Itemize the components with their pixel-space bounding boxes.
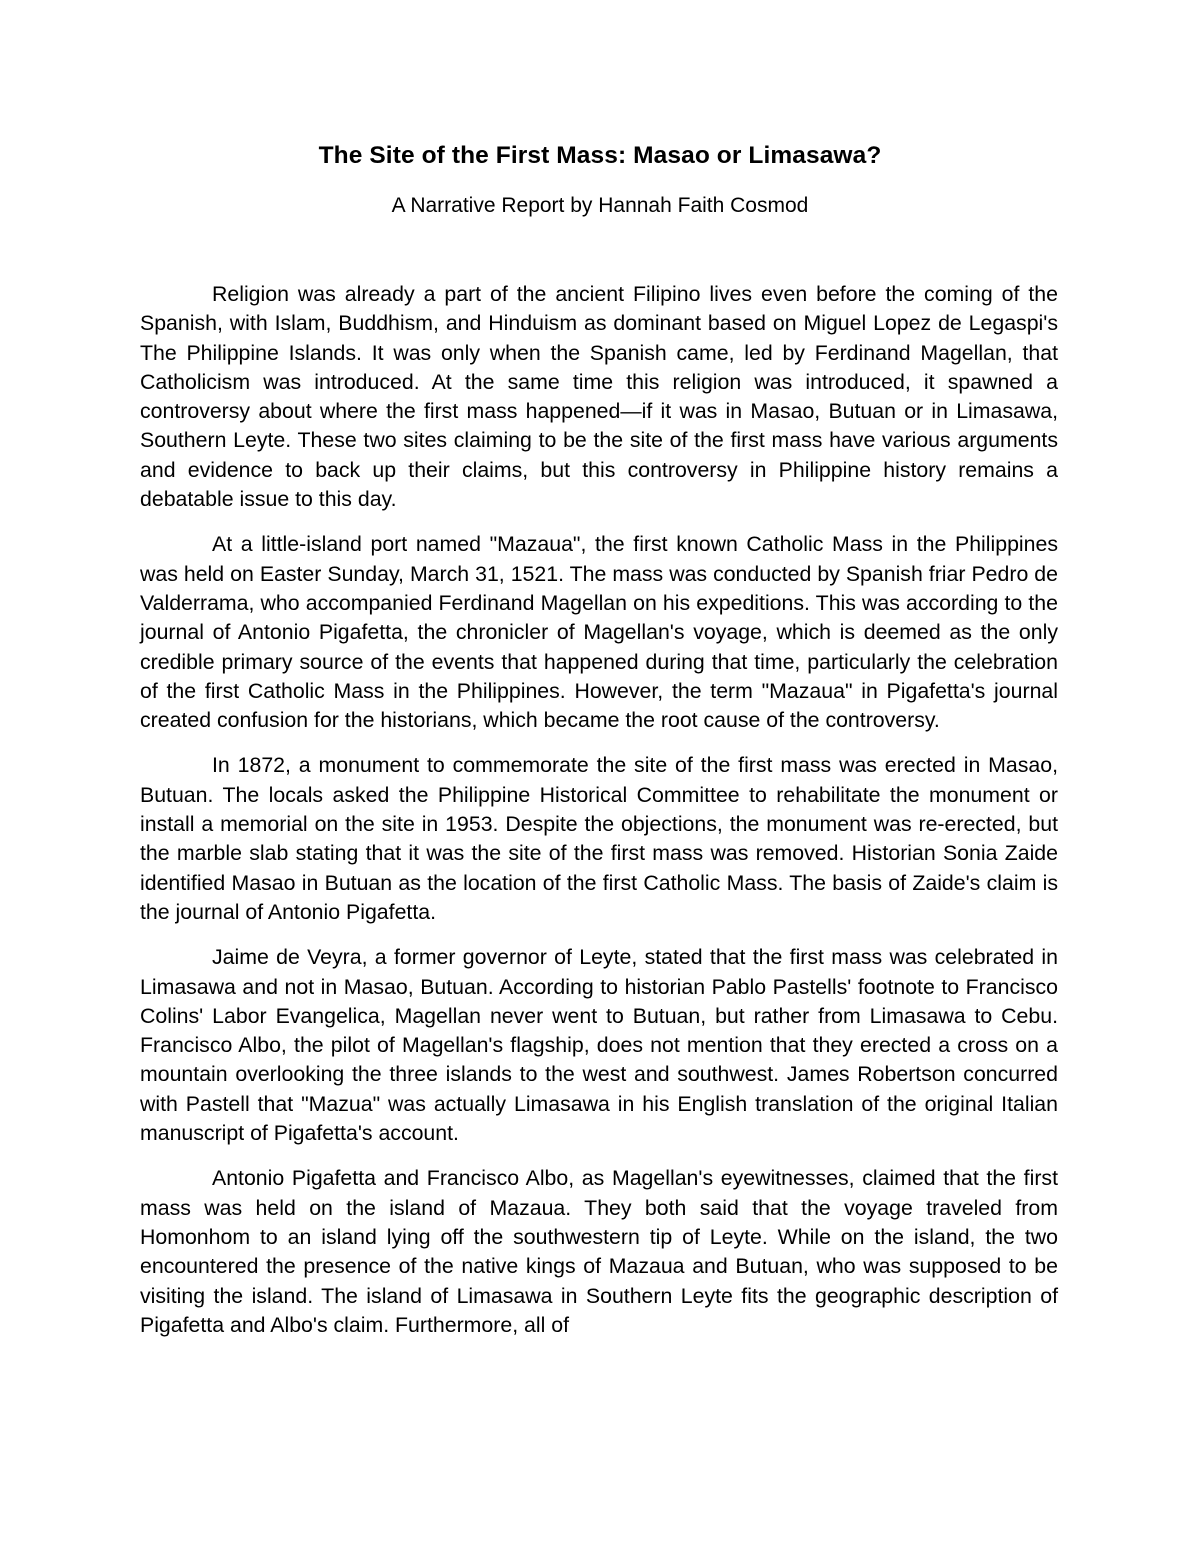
paragraph: Jaime de Veyra, a former governor of Leyte, stated that the first mass was celebrated in Limasawa and not in Masao, Butuan. According to historian Pablo Pastells' footnote to Francisco Colins' Labor Evangelica, Magellan never went to Butuan, but rather from Limasawa to Cebu. Francisco Albo, the pilot of Magellan's flagship, does not mention that they erected a cross on a mountain overlooking the three islands to the west and southwest. James Robertson concurred with Pastell that "Mazua" was actually Limasawa in his English translation of the original Italian manuscript of Pigafetta's account. <box>140 945 1058 1146</box>
document-subtitle: A Narrative Report by Hannah Faith Cosmod <box>391 194 809 217</box>
document-body <box>140 280 1058 1356</box>
paragraph: Antonio Pigafetta and Francisco Albo, as Magellan's eyewitnesses, claimed that the first mass was held on the island of Mazaua. They both said that the voyage traveled from Homonhom to an island lying off the southwestern tip of Leyte. While on the island, the two encountered the presence of the native kings of Mazaua and Butuan, who was supposed to be visiting the island. The island of Limasawa in Southern Leyte fits the geographic description of Pigafetta and Albo's claim. Furthermore, all of <box>140 1166 1058 1337</box>
paragraph: At a little-island port named "Mazaua", the first known Catholic Mass in the Philippines was held on Easter Sunday, March 31, 1521. The mass was conducted by Spanish friar Pedro de Valderrama, who accompanied Ferdinand Magellan on his expeditions. This was according to the journal of Antonio Pigafetta, the chronicler of Magellan's voyage, which is deemed as the only credible primary source of the events that happened during that time, particularly the celebration of the first Catholic Mass in the Philippines. However, the term "Mazaua" in Pigafetta's journal created confusion for the historians, which became the root cause of the controversy. <box>140 532 1058 733</box>
paragraph: In 1872, a monument to commemorate the site of the first mass was erected in Masao, Butuan. The locals asked the Philippine Historical Committee to rehabilitate the monument or install a memorial on the site in 1953. Despite the objections, the monument was re-erected, but the marble slab stating that it was the site of the first mass was removed. Historian Sonia Zaide identified Masao in Butuan as the location of the first Catholic Mass. The basis of Zaide's claim is the journal of Antonio Pigafetta. <box>140 753 1058 924</box>
document-title: The Site of the First Mass: Masao or Limasawa? <box>318 142 882 169</box>
paragraph: Religion was already a part of the ancient Filipino lives even before the coming of the Spanish, with Islam, Buddhism, and Hinduism as dominant based on Miguel Lopez de Legaspi's The Philippine Islands. It was only when the Spanish came, led by Ferdinand Magellan, that Catholicism was introduced. At the same time this religion was introduced, it spawned a controversy about where the first mass happened—if it was in Masao, Butuan or in Limasawa, Southern Leyte. These two sites claiming to be the site of the first mass have various arguments and evidence to back up their claims, but this controversy in Philippine history remains a debatable issue to this day. <box>140 282 1058 512</box>
